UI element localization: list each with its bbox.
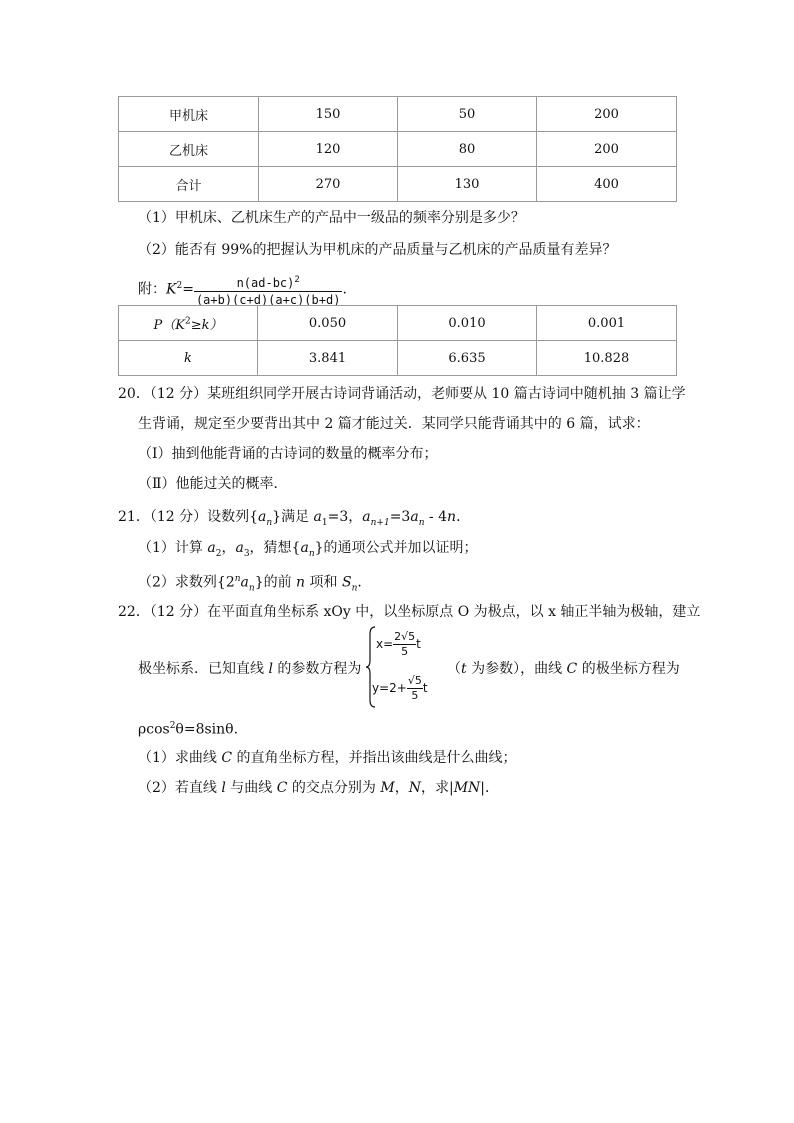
- table-cell: 0.010: [398, 306, 537, 341]
- equals-sign: =: [182, 281, 194, 298]
- param-eq-y: y=2+ $\frac{√5}{5}$ t: [372, 674, 428, 702]
- table-cell: 6.635: [398, 341, 537, 376]
- formula-numerator: n(ad-bc): [236, 275, 295, 290]
- table-cell: 甲机床: [119, 97, 259, 132]
- table-cell: 10.828: [537, 341, 677, 376]
- q22-part1: （1）求曲线 C 的直角坐标方程，并指出该曲线是什么曲线；: [138, 750, 517, 766]
- param-eq-x: x= $\frac{2√5}{5}$ t: [376, 630, 421, 658]
- q22-line2-right: （t 为参数），曲线 C 的极坐标方程为: [447, 661, 680, 677]
- q21-part1: （1）计算 $a_2$，$a_3$，猜想$\{a_n\}$的通项公式并加以证明；: [138, 540, 478, 559]
- table-header-p: $P(K^2\ge k)$: [119, 306, 258, 341]
- q20-line2: 生背诵，规定至少要背出其中 2 篇才能过关．某同学只能背诵其中的 6 篇，试求：: [138, 416, 650, 432]
- table-row: [119, 306, 677, 341]
- table-row: [119, 97, 677, 132]
- q21-part2: （2）求数列$\{2^na_n\}$的前 n 项和 $S_n$．: [138, 574, 372, 594]
- k-exponent: 2: [176, 281, 183, 291]
- q20-part1: （Ⅰ）抽到他能背诵的古诗词的数量的概率分布；: [138, 446, 438, 462]
- q19-part1: （1）甲机床、乙机床生产的产品中一级品的频率分别是多少？: [138, 210, 525, 226]
- table-cell: 200: [537, 97, 677, 132]
- table-cell: 乙机床: [119, 132, 259, 167]
- table-cell: 120: [259, 132, 398, 167]
- attach-label: 附：: [138, 281, 166, 298]
- table-header-k: k: [119, 341, 258, 376]
- table-cell: 合计: [119, 167, 259, 202]
- formula-fraction: [194, 272, 343, 308]
- table-cell: 150: [259, 97, 398, 132]
- polar-equation: ρcos$^2$θ=8sinθ.: [138, 721, 239, 738]
- k-symbol: K: [166, 281, 177, 298]
- machine-quality-table: [118, 96, 677, 202]
- q22-line1: 22．（12 分）在平面直角坐标系 xOy 中，以坐标原点 O 为极点，以 x 轴正半轴为极轴，建立: [118, 604, 701, 620]
- table-cell: 400: [537, 167, 677, 202]
- table-cell: 0.001: [537, 306, 677, 341]
- formula-period: .: [342, 281, 347, 298]
- k-squared-formula: [138, 268, 347, 308]
- table-cell: 50: [398, 97, 537, 132]
- q19-part2: （2）能否有 99%的把握认为甲机床的产品质量与乙机床的产品质量有差异？: [138, 242, 617, 258]
- q22-part2: （2）若直线 l 与曲线 C 的交点分别为 M，N，求|MN|．: [138, 780, 499, 796]
- q20-part2: （Ⅱ）他能过关的概率．: [138, 476, 288, 492]
- table-cell: 80: [398, 132, 537, 167]
- formula-denominator: (a+b)(c+d)(a+c)(b+d): [195, 292, 341, 307]
- table-row: [119, 167, 677, 202]
- formula-numerator-exp: 2: [294, 274, 300, 285]
- q20-line1: 20．（12 分）某班组织同学开展古诗词背诵活动，老师要从 10 篇古诗词中随机抽 3 篇让学: [118, 386, 686, 402]
- table-cell: 3.841: [258, 341, 398, 376]
- table-row: [119, 341, 677, 376]
- table-cell: 130: [398, 167, 537, 202]
- q21-intro: 21．（12 分）设数列$\{a_n\}$满足 $a_1=3$，$a_{n+1}=3a_n - 4n$．: [118, 509, 471, 528]
- table-cell: 0.050: [258, 306, 398, 341]
- table-cell: 270: [259, 167, 398, 202]
- table-cell: 200: [537, 132, 677, 167]
- table-row: [119, 132, 677, 167]
- q22-line2-left: 极坐标系．已知直线 l 的参数方程为: [138, 661, 362, 677]
- critical-value-table: [118, 305, 677, 376]
